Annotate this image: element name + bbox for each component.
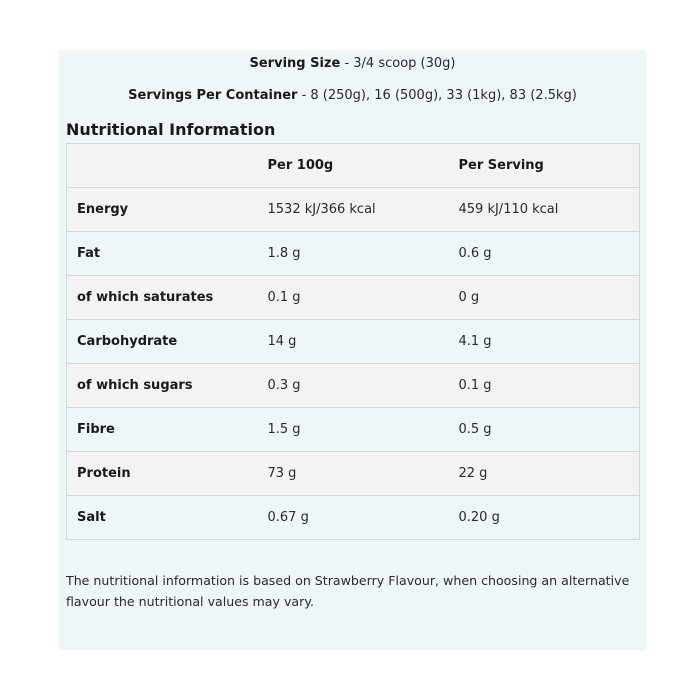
nutrient-name: Fibre [67, 408, 258, 452]
table-row [67, 452, 640, 496]
per-serving-value: 22 g [449, 452, 640, 496]
per-serving-value: 0.20 g [449, 496, 640, 540]
table-row [67, 320, 640, 364]
table-row [67, 364, 640, 408]
table-header-row [67, 144, 640, 188]
serving-size-label: Serving Size [249, 56, 341, 71]
per-100g-value: 0.67 g [258, 496, 449, 540]
per-serving-value: 0.5 g [449, 408, 640, 452]
nutrition-panel [59, 50, 646, 650]
nutrient-name: Energy [67, 188, 258, 232]
header-nutrient [67, 144, 258, 188]
nutrient-name: Salt [67, 496, 258, 540]
table-row [67, 496, 640, 540]
per-100g-value: 73 g [258, 452, 449, 496]
serving-size-value: - 3/4 scoop (30g) [340, 56, 456, 71]
per-serving-value: 4.1 g [449, 320, 640, 364]
per-100g-value: 1.8 g [258, 232, 449, 276]
per-100g-value: 14 g [258, 320, 449, 364]
per-serving-value: 0.6 g [449, 232, 640, 276]
serving-size-line [59, 56, 646, 71]
nutrition-table [66, 143, 640, 540]
section-title: Nutritional Information [66, 120, 276, 139]
nutrient-name: Protein [67, 452, 258, 496]
per-100g-value: 1532 kJ/366 kcal [258, 188, 449, 232]
per-100g-value: 1.5 g [258, 408, 449, 452]
nutrient-name: Carbohydrate [67, 320, 258, 364]
table-row [67, 276, 640, 320]
per-100g-value: 0.3 g [258, 364, 449, 408]
header-per-100g: Per 100g [258, 144, 449, 188]
per-serving-value: 0.1 g [449, 364, 640, 408]
per-serving-value: 459 kJ/110 kcal [449, 188, 640, 232]
table-row [67, 232, 640, 276]
nutrient-name: of which saturates [67, 276, 258, 320]
nutrient-name: of which sugars [67, 364, 258, 408]
servings-per-container-label: Servings Per Container [128, 88, 298, 103]
table-row [67, 408, 640, 452]
table-row [67, 188, 640, 232]
flavour-footnote: The nutritional information is based on Strawberry Flavour, when choosing an alternative flavour the nutritional values may vary. [66, 573, 630, 609]
per-serving-value: 0 g [449, 276, 640, 320]
nutrient-name: Fat [67, 232, 258, 276]
servings-per-container-value: - 8 (250g), 16 (500g), 33 (1kg), 83 (2.5kg) [297, 88, 577, 103]
servings-per-container-line [59, 88, 646, 103]
header-per-serving: Per Serving [449, 144, 640, 188]
per-100g-value: 0.1 g [258, 276, 449, 320]
